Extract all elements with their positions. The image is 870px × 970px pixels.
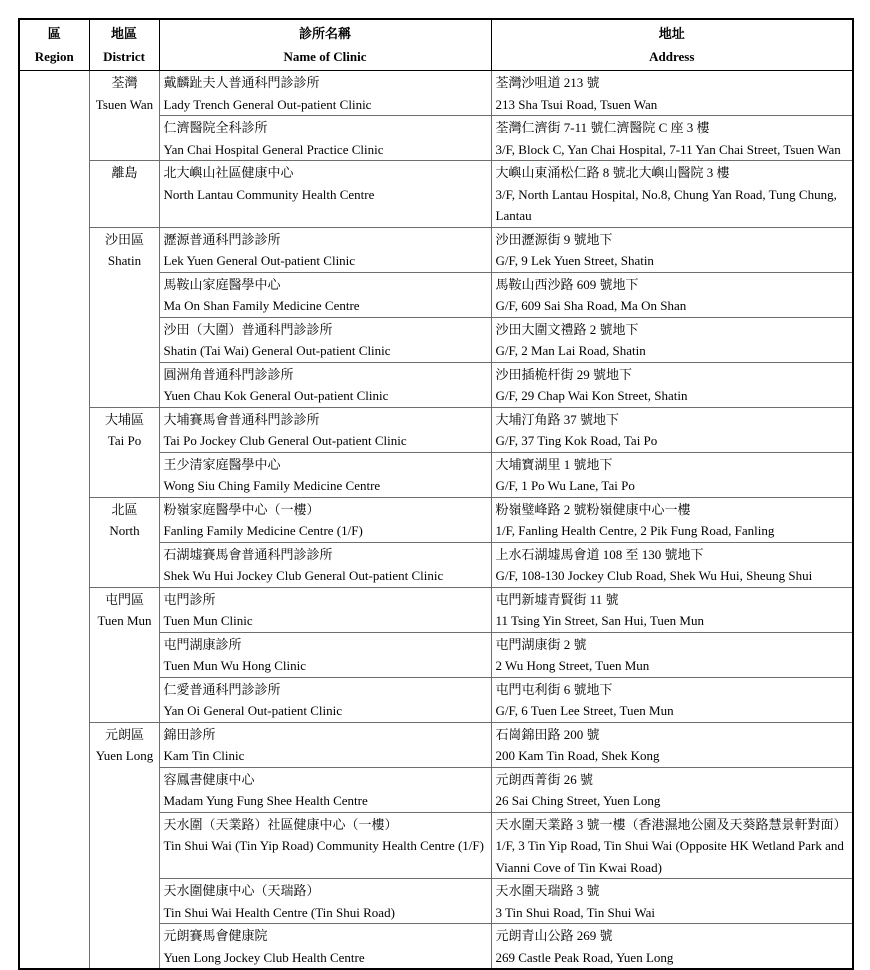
- address-en: 3 Tin Shui Road, Tin Shui Wai: [495, 904, 655, 920]
- address-en: 1/F, 3 Tin Yip Road, Tin Shui Wai (Opposite HK Wetland Park and Vianni Cove of Tin Kwai Road): [495, 838, 844, 875]
- address-en: G/F, 108-130 Jockey Club Road, Shek Wu Hui, Sheung Shui: [495, 568, 813, 583]
- address-zh: 屯門屯利街 6 號地下: [495, 681, 613, 697]
- address-cell: [491, 362, 853, 407]
- header-row: [19, 19, 853, 71]
- clinic-name-en: Kam Tin Clinic: [163, 748, 245, 763]
- address-en: 2 Wu Hong Street, Tuen Mun: [495, 658, 650, 673]
- clinic-name-cell: [159, 497, 491, 542]
- clinic-name-cell: [159, 227, 491, 272]
- clinic-name-zh: 戴麟趾夫人普通科門診診所: [163, 75, 320, 90]
- clinic-name-zh: 瀝源普通科門診診所: [163, 231, 281, 247]
- address-cell: [491, 161, 853, 228]
- district-zh: 元朗區: [104, 726, 144, 742]
- clinic-name-cell: [159, 272, 491, 317]
- table-row: [19, 227, 853, 272]
- clinic-name-cell: [159, 362, 491, 407]
- clinic-name-cell: [159, 587, 491, 632]
- clinic-name-cell: [159, 879, 491, 924]
- address-cell: [491, 924, 853, 970]
- address-en: G/F, 29 Chap Wai Kon Street, Shatin: [495, 388, 688, 403]
- clinic-name-en: Tin Shui Wai (Tin Yip Road) Community Health Centre (1/F): [163, 838, 484, 853]
- address-en: 11 Tsing Yin Street, San Hui, Tuen Mun: [495, 613, 704, 628]
- address-zh: 元朗西菁街 26 號: [495, 771, 594, 787]
- header-address: [491, 19, 853, 71]
- district-en: Tai Po: [107, 433, 142, 448]
- district-en: North: [109, 523, 140, 538]
- address-zh: 元朗青山公路 269 號: [495, 928, 613, 943]
- address-en: G/F, 1 Po Wu Lane, Tai Po: [495, 478, 635, 493]
- clinic-name-en: Fanling Family Medicine Centre (1/F): [163, 523, 363, 538]
- address-cell: [491, 632, 853, 677]
- table-row: [19, 161, 853, 228]
- address-cell: [491, 812, 853, 879]
- address-zh: 沙田瀝源街 9 號地下: [495, 231, 613, 247]
- address-cell: [491, 722, 853, 767]
- header-address-en: Address: [649, 49, 695, 64]
- address-zh: 大埔寶湖里 1 號地下: [495, 456, 613, 472]
- address-en: 1/F, Fanling Health Centre, 2 Pik Fung Road, Fanling: [495, 523, 775, 538]
- header-clinic-zh: 診所名稱: [298, 26, 351, 41]
- clinic-name-cell: [159, 71, 491, 116]
- address-en: G/F, 2 Man Lai Road, Shatin: [495, 343, 646, 358]
- address-cell: [491, 227, 853, 272]
- clinic-name-zh: 天水圍健康中心（天瑞路）: [163, 883, 320, 898]
- table-row: [19, 587, 853, 632]
- clinic-name-cell: [159, 812, 491, 879]
- address-zh: 荃灣仁濟街 7-11 號仁濟醫院 C 座 3 樓: [495, 120, 710, 135]
- clinic-name-zh: 圓洲角普通科門診診所: [163, 366, 294, 382]
- district-zh: 荃灣: [111, 75, 138, 90]
- clinic-name-en: Yan Chai Hospital General Practice Clinic: [163, 141, 384, 157]
- district-cell-tai-po: [89, 407, 159, 497]
- address-zh: 石崗錦田路 200 號: [495, 726, 600, 742]
- address-zh: 沙田插桅杆街 29 號地下: [495, 366, 633, 382]
- clinic-name-cell: [159, 407, 491, 452]
- address-en: G/F, 6 Tuen Lee Street, Tuen Mun: [495, 703, 674, 718]
- clinic-name-cell: [159, 542, 491, 587]
- clinic-table-document: [18, 18, 854, 970]
- region-cell: [19, 71, 89, 970]
- district-cell-tuen-mun: [89, 587, 159, 722]
- address-en: 269 Castle Peak Road, Yuen Long: [495, 949, 674, 965]
- address-cell: [491, 879, 853, 924]
- clinic-name-zh: 仁濟醫院全科診所: [163, 120, 268, 135]
- address-zh: 沙田大圍文禮路 2 號地下: [495, 321, 639, 337]
- clinic-name-en: Wong Siu Ching Family Medicine Centre: [163, 478, 381, 493]
- address-cell: [491, 452, 853, 497]
- clinic-name-cell: [159, 722, 491, 767]
- clinic-name-en: Yuen Long Jockey Club Health Centre: [163, 949, 365, 965]
- header-region: [19, 19, 89, 71]
- district-zh: 離島: [111, 165, 138, 180]
- table-row: [19, 71, 853, 116]
- address-en: G/F, 609 Sai Sha Road, Ma On Shan: [495, 298, 687, 313]
- header-clinic-en: Name of Clinic: [283, 49, 367, 64]
- district-en: Tuen Mun: [97, 613, 152, 628]
- header-district-en: District: [103, 49, 145, 64]
- address-cell: [491, 542, 853, 587]
- clinic-name-cell: [159, 317, 491, 362]
- address-zh: 大嶼山東涌松仁路 8 號北大嶼山醫院 3 樓: [495, 165, 730, 180]
- address-cell: [491, 677, 853, 722]
- district-cell-north: [89, 497, 159, 587]
- clinic-name-en: Yan Oi General Out-patient Clinic: [163, 703, 342, 718]
- clinic-name-en: Lek Yuen General Out-patient Clinic: [163, 253, 356, 268]
- clinic-name-zh: 大埔賽馬會普通科門診診所: [163, 411, 320, 427]
- address-en: 3/F, North Lantau Hospital, No.8, Chung Yan Road, Tung Chung, Lantau: [495, 186, 837, 223]
- district-en: Yuen Long: [95, 748, 154, 763]
- clinic-name-en: Yuen Chau Kok General Out-patient Clinic: [163, 388, 389, 403]
- district-zh: 北區: [111, 501, 138, 517]
- address-zh: 上水石湖墟馬會道 108 至 130 號地下: [495, 546, 704, 562]
- clinic-name-cell: [159, 924, 491, 970]
- header-district: [89, 19, 159, 71]
- table-row: [19, 722, 853, 767]
- clinic-name-en: Lady Trench General Out-patient Clinic: [163, 96, 372, 112]
- table-row: [19, 407, 853, 452]
- clinic-name-zh: 錦田診所: [163, 726, 216, 742]
- clinic-name-cell: [159, 161, 491, 228]
- clinic-name-zh: 容鳳書健康中心: [163, 771, 255, 787]
- district-zh: 屯門區: [104, 591, 144, 607]
- address-cell: [491, 587, 853, 632]
- address-zh: 天水圍天瑞路 3 號: [495, 883, 600, 898]
- clinic-name-zh: 北大嶼山社區健康中心: [163, 165, 294, 180]
- clinic-name-zh: 沙田（大圍）普通科門診診所: [163, 321, 333, 337]
- clinic-name-zh: 仁愛普通科門診診所: [163, 681, 281, 697]
- clinic-name-en: Shek Wu Hui Jockey Club General Out-patient Clinic: [163, 568, 444, 583]
- district-zh: 沙田區: [104, 231, 144, 247]
- clinic-name-cell: [159, 452, 491, 497]
- district-zh: 大埔區: [104, 411, 144, 427]
- clinic-name-zh: 馬鞍山家庭醫學中心: [163, 276, 281, 292]
- address-cell: [491, 407, 853, 452]
- clinic-name-cell: [159, 116, 491, 161]
- clinic-name-zh: 粉嶺家庭醫學中心（一樓）: [163, 501, 320, 517]
- clinic-name-zh: 石湖墟賽馬會普通科門診診所: [163, 546, 333, 562]
- clinic-name-en: Madam Yung Fung Shee Health Centre: [163, 793, 368, 808]
- clinic-name-zh: 元朗賽馬會健康院: [163, 928, 268, 943]
- address-cell: [491, 497, 853, 542]
- district-cell-tsuen-wan: [89, 71, 159, 161]
- clinic-name-en: Shatin (Tai Wai) General Out-patient Clinic: [163, 343, 391, 358]
- clinic-name-cell: [159, 677, 491, 722]
- district-en: Shatin: [107, 253, 142, 268]
- address-en: 26 Sai Ching Street, Yuen Long: [495, 793, 661, 808]
- address-cell: [491, 116, 853, 161]
- address-zh: 大埔汀角路 37 號地下: [495, 411, 620, 427]
- clinic-name-cell: [159, 767, 491, 812]
- clinic-name-cell: [159, 632, 491, 677]
- address-cell: [491, 317, 853, 362]
- address-cell: [491, 272, 853, 317]
- address-zh: 屯門新墟青賢街 11 號: [495, 591, 619, 607]
- address-en: G/F, 37 Ting Kok Road, Tai Po: [495, 433, 658, 448]
- address-en: 213 Sha Tsui Road, Tsuen Wan: [495, 96, 658, 112]
- district-cell-shatin: [89, 227, 159, 407]
- address-cell: [491, 71, 853, 116]
- address-zh: 馬鞍山西沙路 609 號地下: [495, 276, 639, 292]
- header-region-zh: 區: [47, 26, 61, 41]
- clinic-name-zh: 屯門湖康診所: [163, 636, 242, 652]
- clinic-name-en: Tai Po Jockey Club General Out-patient Clinic: [163, 433, 407, 448]
- clinic-name-en: Tuen Mun Wu Hong Clinic: [163, 658, 306, 673]
- header-address-zh: 地址: [658, 26, 685, 41]
- address-zh: 粉嶺璧峰路 2 號粉嶺健康中心一樓: [495, 501, 691, 517]
- district-en: Tsuen Wan: [95, 96, 154, 112]
- address-zh: 屯門湖康街 2 號: [495, 636, 587, 652]
- address-en: G/F, 9 Lek Yuen Street, Shatin: [495, 253, 654, 268]
- header-district-zh: 地區: [110, 26, 137, 41]
- header-clinic-name: [159, 19, 491, 71]
- address-zh: 天水圍天業路 3 號一樓（香港濕地公園及天葵路慧景軒對面）: [495, 816, 847, 832]
- table-row: [19, 497, 853, 542]
- clinic-name-en: North Lantau Community Health Centre: [163, 186, 375, 202]
- clinic-name-zh: 王少清家庭醫學中心: [163, 456, 281, 472]
- district-cell-yuen-long: [89, 722, 159, 969]
- district-cell-islands: [89, 161, 159, 228]
- clinic-name-en: Tin Shui Wai Health Centre (Tin Shui Road): [163, 904, 395, 920]
- header-region-en: Region: [34, 49, 74, 64]
- address-en: 200 Kam Tin Road, Shek Kong: [495, 748, 660, 763]
- clinic-name-zh: 天水圍（天業路）社區健康中心（一樓）: [163, 816, 398, 832]
- clinic-name-zh: 屯門診所: [163, 591, 216, 607]
- clinics-table: [18, 18, 854, 970]
- address-cell: [491, 767, 853, 812]
- clinic-name-en: Tuen Mun Clinic: [163, 613, 253, 628]
- address-zh: 荃灣沙咀道 213 號: [495, 75, 600, 90]
- address-en: 3/F, Block C, Yan Chai Hospital, 7-11 Yan Chai Street, Tsuen Wan: [495, 141, 841, 157]
- clinic-name-en: Ma On Shan Family Medicine Centre: [163, 298, 360, 313]
